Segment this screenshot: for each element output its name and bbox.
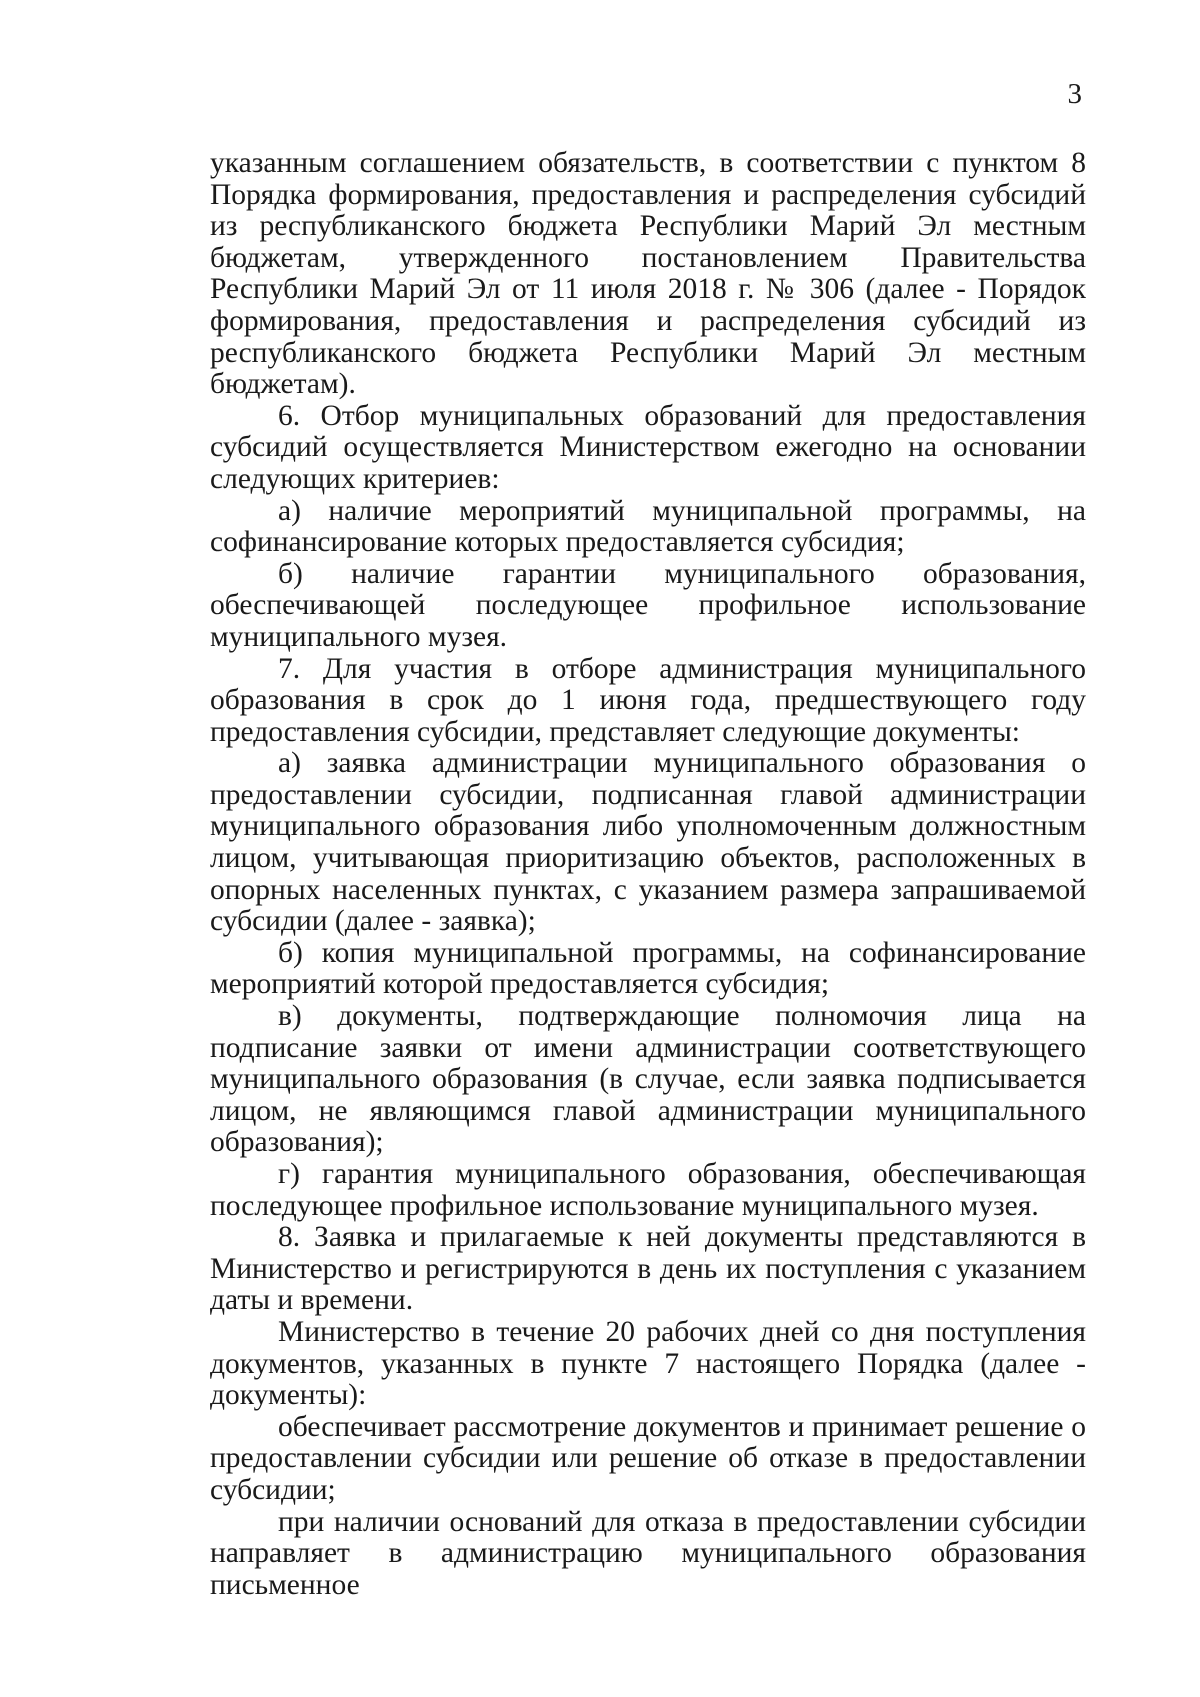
paragraph-item-6a: а) наличие мероприятий муниципальной программы, на софинансирование которых предоставляется субсидия;: [210, 494, 1086, 559]
paragraph-item-6b: б) наличие гарантии муниципального образования, обеспечивающей последующее профильное использование муниципального музея.: [210, 557, 1086, 653]
paragraph-item-7g: г) гарантия муниципального образования, обеспечивающая последующее профильное использование муниципального музея.: [210, 1158, 1086, 1222]
paragraph-item-7: 7. Для участия в отборе администрация муниципального образования в срок до 1 июня года, предшествующего году предоставления субсидии, представляет следующие документы:: [210, 652, 1086, 748]
paragraph-ministry-review: Министерство в течение 20 рабочих дней со дня поступления документов, указанных в пункте 7 настоящего Порядка (далее - документы):: [210, 1315, 1086, 1412]
paragraph-refusal-notice: при наличии оснований для отказа в предоставлении субсидии направляет в администрацию муниципального образования письменное: [210, 1505, 1086, 1601]
paragraph-item-7a: а) заявка администрации муниципального образования о предоставлении субсидии, подписанная главой администрации муниципального образования либо уполномоченным должностным лицом, учитывающая приоритизацию объектов, расположенных в опорных населенных пунктах, с указанием размера запрашиваемой субсидии (далее - заявка);: [210, 747, 1086, 938]
paragraph-continuation: указанным соглашением обязательств, в соответствии с пунктом 8 Порядка формирования, предоставления и распределения субсидий из республиканского бюджета Республики Марий Эл местным бюджетам, утвержденного постановлением Правительства Республики Марий Эл от 11 июля 2018 г. № 306 (далее - Порядок формирования, предоставления и распределения субсидий из республиканского бюджета Республики Марий Эл местным бюджетам).: [210, 147, 1086, 401]
paragraph-item-6: 6. Отбор муниципальных образований для предоставления субсидий осуществляется Министерством ежегодно на основании следующих критериев:: [210, 399, 1086, 495]
paragraph-review-decision: обеспечивает рассмотрение документов и принимает решение о предоставлении субсидии или решение об отказе в предоставлении субсидии;: [210, 1410, 1086, 1506]
paragraph-item-7v: в) документы, подтверждающие полномочия лица на подписание заявки от имени администрации соответствующего муниципального образования (в случае, если заявка подписывается лицом, не являющимся главой администрации муниципального образования);: [210, 1000, 1086, 1159]
paragraph-item-7b: б) копия муниципальной программы, на софинансирование мероприятий которой предоставляется субсидия;: [210, 936, 1086, 1001]
document-body: [210, 148, 1086, 1601]
paragraph-item-8: 8. Заявка и прилагаемые к ней документы представляются в Министерство и регистрируются в день их поступления с указанием даты и времени.: [210, 1221, 1086, 1317]
page-number: 3: [1067, 78, 1082, 110]
